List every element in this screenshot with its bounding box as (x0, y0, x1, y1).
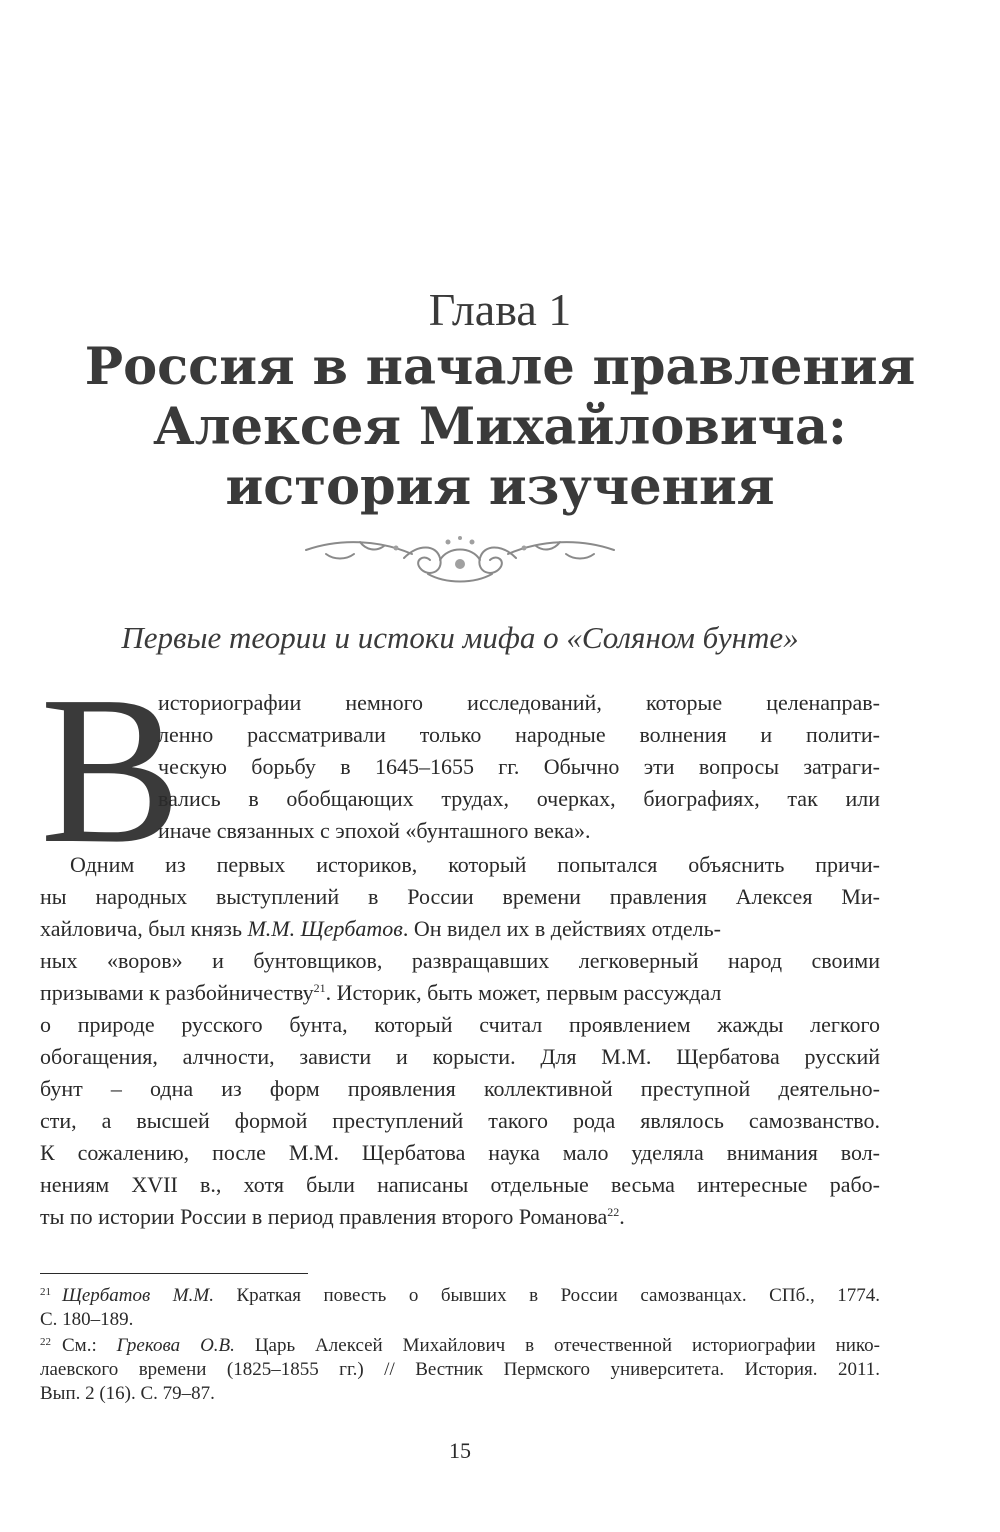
paragraph-line: ческую борьбу в 1645–1655 гг. Обычно эти вопросы затраги- (158, 754, 880, 779)
author-name: Грекова О.В. (116, 1335, 235, 1356)
footnote-line: лаевского времени (1825–1855 гг.) // Вестник Пермского университета. История. 2011. (40, 1359, 880, 1380)
paragraph-line: историографии немного исследований, которые целенаправ- (158, 690, 880, 715)
section-title: Первые теории и истоки мифа о «Соляном бунте» (121, 620, 799, 655)
text-run: См.: (62, 1335, 117, 1356)
paragraph-line: бунт – одна из форм проявления коллективной преступной деятельно- (40, 1076, 880, 1101)
paragraph-line: иначе связанных с эпохой «бунташного века». (158, 818, 591, 843)
paragraph-line: Одним из первых историков, который попытался объяснить причи- (70, 852, 880, 877)
chapter-title (60, 337, 940, 517)
text-run: . Он видел их в действиях отдель- (402, 916, 721, 941)
paragraph-line: нениям XVII в., хотя были написаны отдельные весьма интересные рабо- (40, 1172, 880, 1197)
footnote-number: 21 (40, 1286, 51, 1298)
text-run: Краткая повесть о бывших в России самозванцах. СПб., 1774. (213, 1285, 881, 1306)
chapter-title-line: Алексея Михайловича: (153, 397, 847, 457)
text-run: . (619, 1204, 625, 1229)
text-run: ты по истории России в период правления второго Романова (40, 1204, 608, 1229)
paragraph-line: ны народных выступлений в России времени правления Алексея Ми- (40, 884, 880, 909)
paragraph-line: о природе русского бунта, который считал проявлением жажды легкого (40, 1012, 880, 1037)
paragraph-line (40, 914, 721, 944)
text-run: хайловича, был князь (40, 916, 248, 941)
footnote-ref: 21 (313, 981, 326, 995)
chapter-number: Глава 1 (428, 284, 572, 335)
footnote-line (62, 1334, 880, 1358)
paragraph-line: ных «воров» и бунтовщиков, развращавших легковерный народ своими (40, 948, 880, 973)
paragraph-line: сти, а высшей формой преступлений такого рода являлось самозванство. (40, 1108, 880, 1133)
text-run: Царь Алексей Михайлович в отечественной историографии нико- (234, 1335, 881, 1356)
paragraph-line (40, 978, 721, 1008)
footnote-line: С. 180–189. (40, 1309, 134, 1330)
paragraph-line: вались в обобщающих трудах, очерках, биографиях, так или (158, 786, 880, 811)
decorative-ornament (300, 530, 620, 586)
text-run: призывами к разбойничеству (40, 980, 314, 1005)
footnote-number: 22 (40, 1336, 51, 1348)
text-run: . Историк, быть может, первым рассуждал (325, 980, 722, 1005)
paragraph-line: обогащения, алчности, зависти и корысти. Для М.М. Щербатова русский (40, 1044, 880, 1069)
footnote-line (62, 1284, 880, 1308)
paragraph-line: К сожалению, после М.М. Щербатова наука мало уделяла внимания вол- (40, 1140, 880, 1165)
drop-cap: В (40, 652, 182, 887)
footnote-divider (40, 1273, 308, 1274)
paragraph-line (40, 1202, 625, 1232)
footnote-line: Вып. 2 (16). С. 79–87. (40, 1383, 215, 1404)
chapter-title-line: история изучения (225, 457, 775, 517)
author-name: Щербатов М.М. (62, 1285, 214, 1306)
page-number: 15 (449, 1438, 471, 1463)
chapter-title-line: Россия в начале правления (84, 337, 916, 397)
author-name: М.М. Щербатов (247, 916, 403, 941)
paragraph-line: ленно рассматривали только народные волнения и полити- (158, 722, 880, 747)
footnote-ref: 22 (607, 1205, 620, 1219)
